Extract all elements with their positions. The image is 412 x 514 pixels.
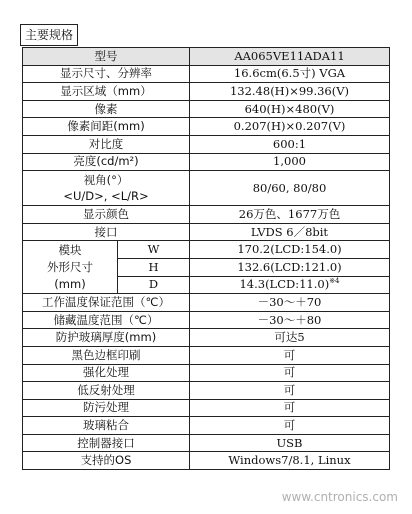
row-value: －30～＋80: [190, 311, 390, 329]
section-title: 主要规格: [20, 24, 78, 46]
header-label: 型号: [23, 48, 190, 66]
table-row: [23, 329, 390, 347]
row-label: 防护玻璃厚度(mm): [23, 329, 190, 347]
table-header-row: [23, 48, 390, 66]
module-d-note: ※4: [329, 277, 340, 286]
module-w-value: 170.2(LCD:154.0): [190, 241, 390, 259]
table-row: [23, 83, 390, 101]
row-value: Windows7/8.1, Linux: [190, 452, 390, 470]
row-label: 玻璃粘合: [23, 417, 190, 435]
table-row: [23, 223, 390, 241]
table-row: [23, 434, 390, 452]
row-value: 可: [190, 364, 390, 382]
row-label: 黑色边框印刷: [23, 346, 190, 364]
module-d-cell: [190, 276, 390, 294]
table-row-viewing-angle: [23, 171, 390, 206]
row-label: 控制器接口: [23, 434, 190, 452]
table-row: [23, 452, 390, 470]
spec-table: [22, 47, 390, 470]
row-value: 600:1: [190, 135, 390, 153]
module-label-line2: 外形尺寸: [47, 259, 93, 274]
table-row: [23, 382, 390, 400]
row-value: 可: [190, 346, 390, 364]
row-value: －30～＋70: [190, 294, 390, 312]
row-value: 可: [190, 382, 390, 400]
row-value: 可: [190, 417, 390, 435]
header-value: AA065VE11ADA11: [190, 48, 390, 66]
row-value: 可达5: [190, 329, 390, 347]
row-label: 显示颜色: [23, 206, 190, 224]
table-row: [23, 153, 390, 171]
row-value: 16.6cm(6.5寸) VGA: [190, 65, 390, 83]
viewing-angle-label: [23, 171, 190, 206]
table-row: [23, 100, 390, 118]
module-h-value: 132.6(LCD:121.0): [190, 258, 390, 276]
module-row-w: [23, 241, 390, 259]
row-label: 像素: [23, 100, 190, 118]
watermark: www.cntronics.com: [281, 490, 398, 504]
table-row: [23, 364, 390, 382]
viewing-angle-label-line1: 视角(°）: [83, 173, 129, 188]
table-row: [23, 399, 390, 417]
module-w-label: W: [118, 241, 190, 259]
row-value: 0.207(H)×0.207(V): [190, 118, 390, 136]
row-label: 显示尺寸、分辨率: [23, 65, 190, 83]
row-value: LVDS 6／8bit: [190, 223, 390, 241]
row-label: 接口: [23, 223, 190, 241]
row-label: 防污处理: [23, 399, 190, 417]
row-label: 像素间距(mm): [23, 118, 190, 136]
row-label: 工作温度保证范围（℃）: [23, 294, 190, 312]
row-value: 可: [190, 399, 390, 417]
module-dimension-label: [23, 241, 118, 294]
table-row: [23, 294, 390, 312]
table-row: [23, 118, 390, 136]
row-label: 对比度: [23, 135, 190, 153]
viewing-angle-value: 80/60, 80/80: [190, 171, 390, 206]
viewing-angle-label-line2: <U/D>, <L/R>: [63, 189, 149, 204]
row-value: 1,000: [190, 153, 390, 171]
module-d-value: 14.3(LCD:11.0): [239, 277, 330, 292]
table-row: [23, 65, 390, 83]
row-label: 储藏温度范围（℃）: [23, 311, 190, 329]
row-label: 低反射处理: [23, 382, 190, 400]
module-h-label: H: [118, 258, 190, 276]
row-value: 26万色、1677万色: [190, 206, 390, 224]
row-label: 支持的OS: [23, 452, 190, 470]
table-row: [23, 311, 390, 329]
module-d-label: D: [118, 276, 190, 294]
module-label-line1: 模块: [58, 242, 82, 257]
table-row: [23, 135, 390, 153]
table-row: [23, 417, 390, 435]
row-label: 显示区域（mm）: [23, 83, 190, 101]
row-value: 640(H)×480(V): [190, 100, 390, 118]
row-label: 亮度(cd/m²): [23, 153, 190, 171]
row-label: 强化处理: [23, 364, 190, 382]
module-label-line3: (mm): [54, 276, 86, 291]
table-row: [23, 346, 390, 364]
table-row: [23, 206, 390, 224]
row-value: 132.48(H)×99.36(V): [190, 83, 390, 101]
row-value: USB: [190, 434, 390, 452]
